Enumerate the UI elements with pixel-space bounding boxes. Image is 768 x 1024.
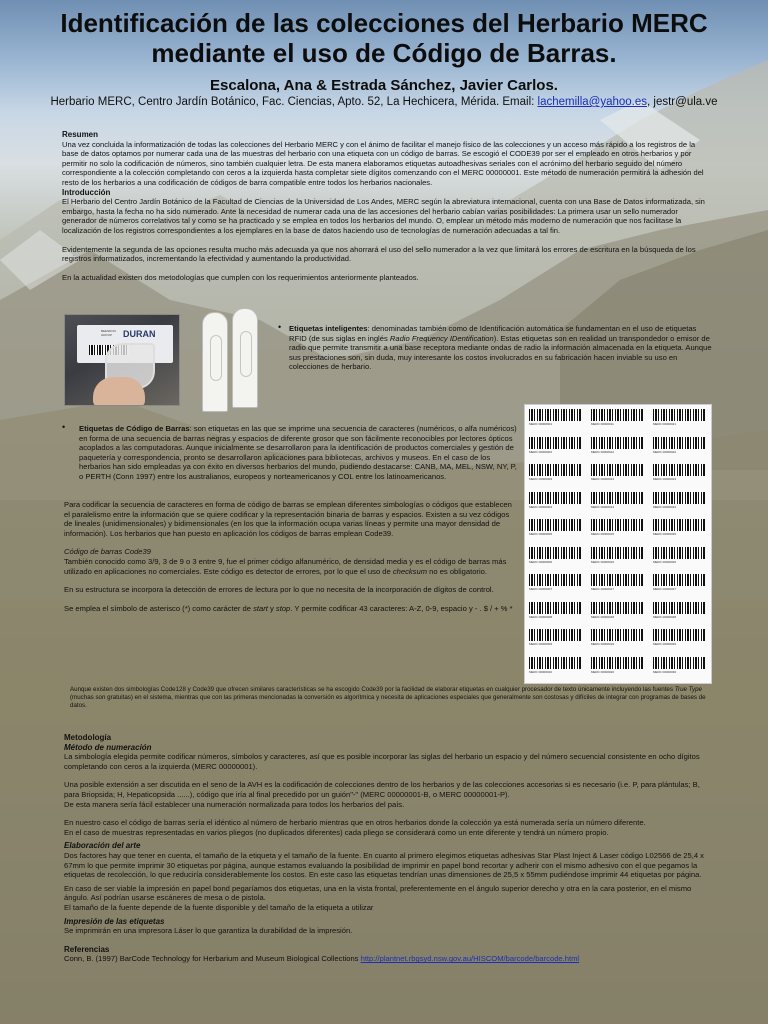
barcode-label-text: MERC 00000029 <box>653 642 677 646</box>
barcode-label-text: MERC 00000018 <box>591 614 615 619</box>
rfid-section <box>289 324 715 372</box>
barcode-label-bars <box>653 409 705 421</box>
hand <box>93 377 145 406</box>
code-note <box>70 686 712 710</box>
barcode-label-bars <box>591 657 643 669</box>
barcode-label-bars <box>529 574 581 586</box>
barcode-label-bars <box>591 602 643 614</box>
introduccion-p2: Evidentemente la segunda de las opciones resulta mucho más adecuada ya que nos ahorrará el uso del sello numerador a la vez que limitará los errores de escritura en la búsqueda de los registros informatizados, incrementando la efectividad y aumentando la productividad. <box>62 244 696 264</box>
code39-text-a: También conocido como 3/9, 3 de 9 o 3 entre 9, fue el primer código alfanumérico, de densidad media y es el código de barras más utilizado en aplicaciones no comerciales. Este código es detector de errores, por lo que el uso de <box>64 556 507 576</box>
barcode-label-bars <box>529 657 581 669</box>
metodologia-section <box>64 733 712 964</box>
barcode-label-text: MERC 00000011 <box>591 422 614 426</box>
barcode-label-bars <box>529 409 581 421</box>
email-separator: , <box>647 96 651 108</box>
elaboracion-heading: Elaboración del arte <box>64 841 141 851</box>
rfid-antenna-photo <box>196 306 266 416</box>
card-tag-text: BEENDON GROUP <box>101 329 116 337</box>
barcode-label-bars <box>653 547 705 559</box>
referencia-link[interactable]: http://plantnet.rbgsyd.nsw.gov.au/HISCOM/barcode/barcode.html <box>360 954 580 964</box>
barcode-label-bars <box>653 574 705 586</box>
barcode-label-text: MERC 00000003 <box>529 477 553 481</box>
resumen-heading: Resumen <box>62 130 99 139</box>
rfid-card-photo <box>64 314 180 406</box>
poster-title-line1: Identificación de las colecciones del Herbario MERC <box>60 8 708 38</box>
resumen-text: Una vez concluida la informatización de todas las colecciones del Herbario MERC y con el ánimo de facilitar el manejo físico de las colecciones y un acceso más rápido a los registros de la base de datos optamos por numerar cada una de las muestras del herbario con una etiqueta con un código de barras. Se escogió el CODE39 por ser el empleado en otros herbarios y por permitir no solo la codificación de números, sino también cualquier letra. De esta manera elaboramos etiquetas autoadhesivas seriales con el acrónimo del herbario seguido del número correspondiente a la colección completando con ceros a la izquierda hasta completar siete dígitos comenzando con el MERC 00000001. Este método de numeración permitirá la adhesión del resto de los herbarios a una codificación de códigos de barra compatible entre todos los herbarios nacionales. <box>62 139 704 187</box>
rfid-label: Etiquetas inteligentes <box>289 324 368 333</box>
barcode-label-bars <box>591 547 643 559</box>
antenna-left <box>202 312 228 412</box>
bullet-barcode: • <box>62 422 66 432</box>
barcode-section <box>79 424 517 482</box>
resumen-section <box>62 130 710 282</box>
metodologia-p8: El tamaño de la fuente depende de la fuente disponible y del tamaño de la etiqueta a utilizar <box>64 902 374 912</box>
barcode-label-text: MERC 00000010 <box>529 669 553 674</box>
note-text-italic: True Type <box>674 686 702 693</box>
card-brand: DURAN <box>123 329 156 339</box>
metodologia-p5: En el caso de muestras representadas en varios pliegos (no duplicados diferentes) cada pliego se considerará como un ente diferente y tendrá un número propio. <box>64 827 609 837</box>
barcode-label-bars <box>591 409 643 421</box>
code39-start: start <box>253 603 268 613</box>
referencias-heading: Referencias <box>64 944 110 954</box>
barcode-label-bars <box>653 629 705 641</box>
referencia-text: Conn, B. (1997) BarCode Technology for Herbarium and Museum Biological Collections <box>64 954 361 964</box>
barcode-label-bars <box>591 629 643 641</box>
note-text-b: (muchas son gratuitas) en el sistema, mientras que con las primeras mencionadas la conversión es algorítmica y necesita de aplicaciones especiales que generalmente son costosas y difíciles de integrar con programas de bases de datos. <box>70 694 706 709</box>
barcode-label-text: MERC 00000008 <box>529 614 553 619</box>
barcode-label-text: MERC 00000007 <box>529 587 553 591</box>
barcode-label-bars <box>591 464 643 476</box>
barcode-p2: Para codificar la secuencia de caracteres en forma de código de barras se emplean diferentes simbologías o códigos que establecen el paralelismo entre la información que se quiere codificar y la representación binaria de barras y espacios. Existen a su vez códigos de lineales (unidimensionales) y bidimensionales (en los que la información ocupa varias líneas y permite una mayor densidad de información). Los herbarios que han puesto en aplicación los códigos de barras emplean Code39. <box>64 500 512 538</box>
code39-section <box>64 500 517 613</box>
introduccion-p3: En la actualidad existen dos metodologías que cumplen con los requerimientos anteriormente planteados. <box>62 272 419 282</box>
barcode-label-bars <box>591 574 643 586</box>
metodo-numeracion-heading: Método de numeración <box>64 742 152 752</box>
code39-heading: Código de barras Code39 <box>64 547 151 557</box>
barcode-label-text: MERC 00000028 <box>653 614 677 619</box>
authors: Escalona, Ana & Estrada Sánchez, Javier Carlos. <box>210 77 558 94</box>
barcode-label-text: MERC 00000012 <box>591 449 615 454</box>
bullet-rfid: • <box>278 322 282 332</box>
barcode-label-text: MERC 00000004 <box>529 504 553 509</box>
barcode-label-text: MERC 00000027 <box>653 587 677 591</box>
barcode-label-text: MERC 00000015 <box>591 532 615 536</box>
rfid-text-a: : denominadas también como de Identificación automática se fundamentan en el uso de etiquetas RFID (de sus siglas en inglés <box>289 324 697 343</box>
affiliation <box>0 96 768 108</box>
barcode-label-bars <box>653 657 705 669</box>
barcode-label-bars <box>529 629 581 641</box>
note-text-a: Aunque existen dos simbologías Code128 y Code39 que ofrecen similares características se ha escogido Code39 por la facilidad de elaborar etiquetas en cualquier procesador de texto únicamente incluyendo las fuentes <box>70 686 675 693</box>
barcode-label-bars <box>653 492 705 504</box>
barcode-text: : son etiquetas en las que se imprime una secuencia de caracteres (numéricos, o alfa numéricos) en forma de una secuencia de barras negras y espacios de diferente grosor que son fácilmente reconocibles por lectores ópticos acoplados a las computadoras. Aunque inicialmente se desarrollaron para la identificación de productos comerciales y gestión de paquetería y correspondencia, pronto se desarrollaron aplicaciones para bibliotecas, archivos y museos. En el caso de los herbarios han sido empleadas ya con éxito en diversos herbarios del mundo, pudiendo destacarse: CANB, MA, MEL, NSW, NY, P, o PERTH (Conn 1997) entre los australianos, europeos y norteamericanos y COL entre los latinoamericanos. <box>79 424 517 481</box>
barcode-label-text: MERC 00000009 <box>529 642 553 646</box>
barcode-label-bars <box>529 492 581 504</box>
barcode-label-bars <box>653 519 705 531</box>
barcode-label-bars <box>653 437 705 449</box>
antenna-right <box>232 308 258 408</box>
barcode-label-text: MERC 00000001 <box>529 422 553 426</box>
barcode-label-text: MERC 00000006 <box>529 559 553 564</box>
barcode-label-bars <box>529 519 581 531</box>
metodologia-p9: Se imprimirán en una impresora Láser lo que garantiza la durabilidad de la impresión. <box>64 926 353 936</box>
introduccion-p1: El Herbario del Centro Jardín Botánico de la Facultad de Ciencias de la Universidad de Los Andes, MERC según la abreviatura internacional, cuenta con una Base de Datos informatizada, sin embargo, hasta la fecha no ha sido numerado. Ante la necesidad de numerar cada una de las accesiones del herbario cabían varias posibilidades: La primera usar un sello numerador generador de números correlativos tal y como se ha practicado y se emplea en todos los herbarios del mundo. O, emplear un método más moderno de numeración que nos facilitase la localización de los registros correspondientes a los ejemplares en la base de datos haciendo uso de tecnologías de numeración adecuadas a tal fin. <box>62 197 705 235</box>
barcode-label-bars <box>591 437 643 449</box>
rfid-text-b: ). Estas etiquetas son en realidad un transpondedor o emisor de radio que permite transmitir a una base receptora mediante ondas de radio la información almacenada en la etiqueta. Aunque sus prestaciones son, sin duda, muy interesante los costos involucrados en su fabricación hacen inviable su uso en colecciones de herbario. <box>289 333 712 372</box>
barcode-label-text: MERC 00000005 <box>529 532 553 536</box>
barcode-label-text: MERC 00000030 <box>653 669 677 674</box>
code39-p3b: . Y permite codificar 43 caracteres: A-Z, 0-9, espacio y - . $ / + % * <box>290 603 513 613</box>
code39-p3a: Se emplea el símbolo de asterisco (*) como carácter de <box>64 603 254 613</box>
impresion-heading: Impresión de las etiquetas <box>64 916 165 926</box>
code39-p2: En su estructura se incorpora la detección de errores de lectura por lo que no necesita de la incorporación de dígitos de control. <box>64 585 494 595</box>
barcode-label-bars <box>529 547 581 559</box>
metodologia-p7: En caso de ser viable la impresión en papel bond pegaríamos dos etiquetas, una en la vista frontal, preferentemente en el ángulo superior derecho y otra en la cara posterior, en el mismo ángulo. Así podrían usarse escáneres de mesa o de pistola. <box>64 883 692 903</box>
barcode-label-text: MERC 00000016 <box>591 559 615 564</box>
barcode-label-text: MERC 00000021 <box>653 422 677 426</box>
rfid-text-italic: Radio Frequency IDentification <box>389 333 494 343</box>
barcode-label-text: MERC 00000013 <box>591 477 615 481</box>
barcode-label-bars <box>591 519 643 531</box>
barcode-label-text: MERC 00000014 <box>591 504 615 509</box>
code39-text-b: no es obligatorio. <box>427 566 487 576</box>
barcode-sheet <box>524 404 712 684</box>
poster-title-line2: mediante el uso de Código de Barras. <box>151 38 617 68</box>
barcode-label-text: MERC 00000022 <box>653 449 677 454</box>
barcode-label-text: MERC 00000002 <box>529 449 553 454</box>
barcode-label-bars <box>529 437 581 449</box>
barcode-label-bars <box>591 492 643 504</box>
barcode-label-text: MERC 00000025 <box>653 532 677 536</box>
barcode-label: Etiquetas de Código de Barras <box>79 424 190 433</box>
code39-stop: stop <box>275 603 291 613</box>
barcode-label-bars <box>653 464 705 476</box>
metodologia-p2: Una posible extensión a ser discutida en el seno de la AVH es la codificación de colecciones dentro de los herbarios y de las colecciones accesorias si es necesario (i.e. P, para plántulas; B, para Briopsida; H, Hepaticopsida ......), código que iría al final precedido por un guión"-" (MERC 00000001-B, o MERC 00000001-P). <box>64 780 700 799</box>
barcode-label-bars <box>653 602 705 614</box>
email-link[interactable]: lachemilla@yahoo.es <box>537 96 648 108</box>
introduccion-heading: Introducción <box>62 187 111 197</box>
affiliation-text: Herbario MERC, Centro Jardín Botánico, Fac. Ciencias, Apto. 52, La Hechicera, Mérida. Email: <box>50 96 535 108</box>
code39-text-italic: checksum <box>392 566 428 576</box>
code39-p3m: y <box>267 603 276 613</box>
metodologia-p3: De esta manera sería fácil establecer una numeración normalizada para todos los herbarios del país. <box>64 799 405 809</box>
barcode-label-text: MERC 00000024 <box>653 504 677 509</box>
email-secondary: jestr@ula.ve <box>650 96 718 108</box>
metodologia-p4: En nuestro caso el código de barras sería el idéntico al número de herbario mientras que en otros herbarios donde la colección ya está numerada sería un número diferente. <box>64 818 646 828</box>
barcode-label-text: MERC 00000023 <box>653 477 677 481</box>
barcode-label-text: MERC 00000017 <box>591 587 615 591</box>
barcode-label-text: MERC 00000019 <box>591 642 615 646</box>
metodologia-p1: La simbología elegida permite codificar números, símbolos y caracteres, así que es posible incorporar las siglas del herbario un espacio y del número secuencial consistente en ocho dígitos completando con ceros a la izquierda (MERC 00000001). <box>64 752 700 771</box>
barcode-label-bars <box>529 464 581 476</box>
barcode-label-text: MERC 00000026 <box>653 559 677 564</box>
metodologia-heading: Metodología <box>64 733 112 742</box>
barcode-label-bars <box>529 602 581 614</box>
barcode-label-text: MERC 00000020 <box>591 669 615 674</box>
metodologia-p6: Dos factores hay que tener en cuenta, el tamaño de la etiqueta y el tamaño de la fuente. En cuanto al primero elegimos etiquetas adhesivas Star Plast Inject & Laser código L02566 de 25,4 x 67mm lo que permite imprimir 30 etiquetas por página, aunque estamos evaluando la posibilidad de imprimir en papel bond recortar y adherir con el mismo adhesivo con el que pegamos la etiquetas de recolección, lo que reduciría considerablemente los costos. En este caso las etiquetas tendrían unas dimensiones de 25,5 x 55mm pudiéndose imprimir 44 etiquetas por página. <box>64 850 704 880</box>
